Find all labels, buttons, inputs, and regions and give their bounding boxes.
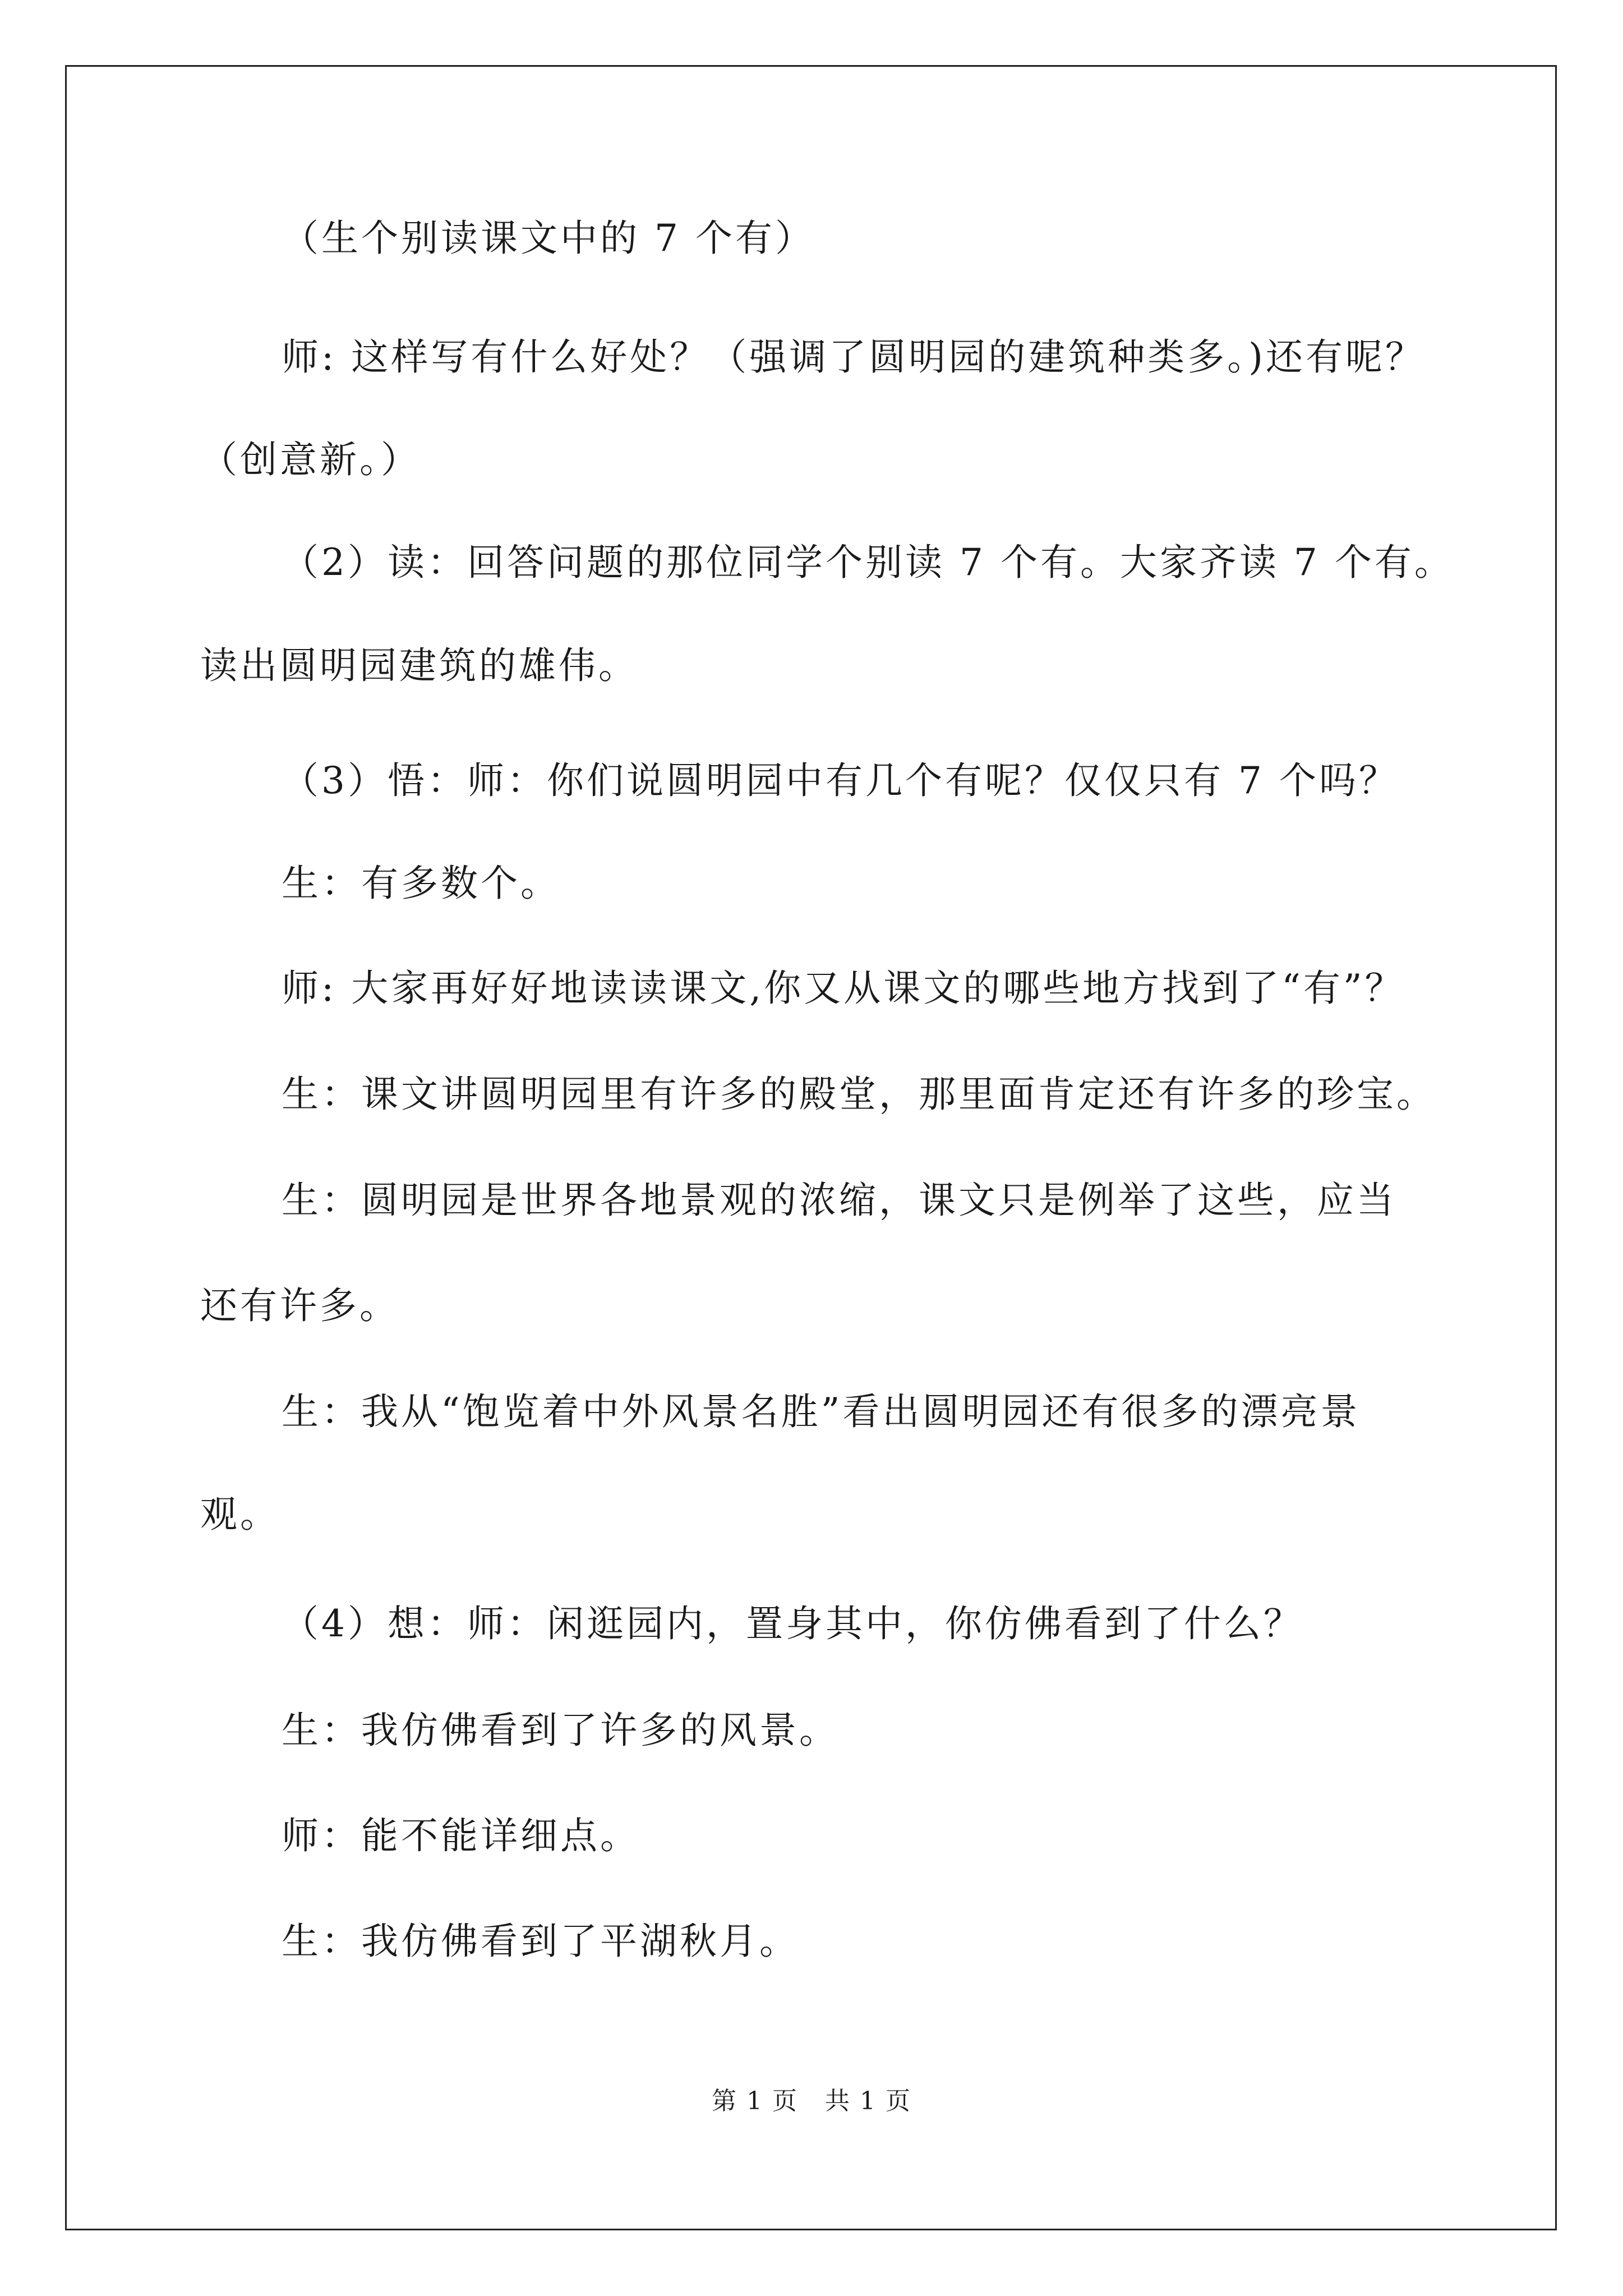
paragraph: 师: 这样写有什么好处？（强调了圆明园的建筑种类多。)还有呢？ xyxy=(282,335,1425,379)
paragraph: 生：我仿佛看到了许多的风景。 xyxy=(282,1709,839,1752)
paragraph: （2）读：回答问题的那位同学个别读 7 个有。大家齐读 7 个有。 xyxy=(282,541,1454,584)
paragraph: （创意新。） xyxy=(200,438,421,481)
paragraph: 生：有多数个。 xyxy=(282,862,560,905)
page-border xyxy=(65,65,1557,2230)
paragraph: 还有许多。 xyxy=(200,1284,399,1327)
paragraph: （生个别读课文中的 7 个有） xyxy=(282,217,815,260)
page-number: 第 1 页 xyxy=(712,2087,798,2115)
paragraph: 生：圆明园是世界各地景观的浓缩，课文只是例举了这些，应当 xyxy=(282,1179,1396,1222)
paragraph: 生：我从“饱览着中外风景名胜”看出圆明园还有很多的漂亮景 xyxy=(282,1390,1361,1433)
paragraph: （4）想：师：闲逛园内，置身其中，你仿佛看到了什么？ xyxy=(282,1602,1303,1645)
paragraph: 师: 大家再好好地读读课文,你又从课文的哪些地方找到了“有”？ xyxy=(282,967,1405,1010)
paragraph: 读出圆明园建筑的雄伟。 xyxy=(200,644,638,687)
paragraph: 生：课文讲圆明园里有许多的殿堂，那里面肯定还有许多的珍宝。 xyxy=(282,1073,1436,1116)
page-total: 共 1 页 xyxy=(825,2087,911,2115)
paragraph: （3）悟：师：你们说圆明园中有几个有呢？仅仅只有 7 个吗？ xyxy=(282,759,1399,802)
paragraph: 观。 xyxy=(200,1493,280,1536)
page-footer xyxy=(0,2088,1623,2115)
paragraph: 生：我仿佛看到了平湖秋月。 xyxy=(282,1920,799,1963)
paragraph: 师：能不能详细点。 xyxy=(282,1814,640,1857)
